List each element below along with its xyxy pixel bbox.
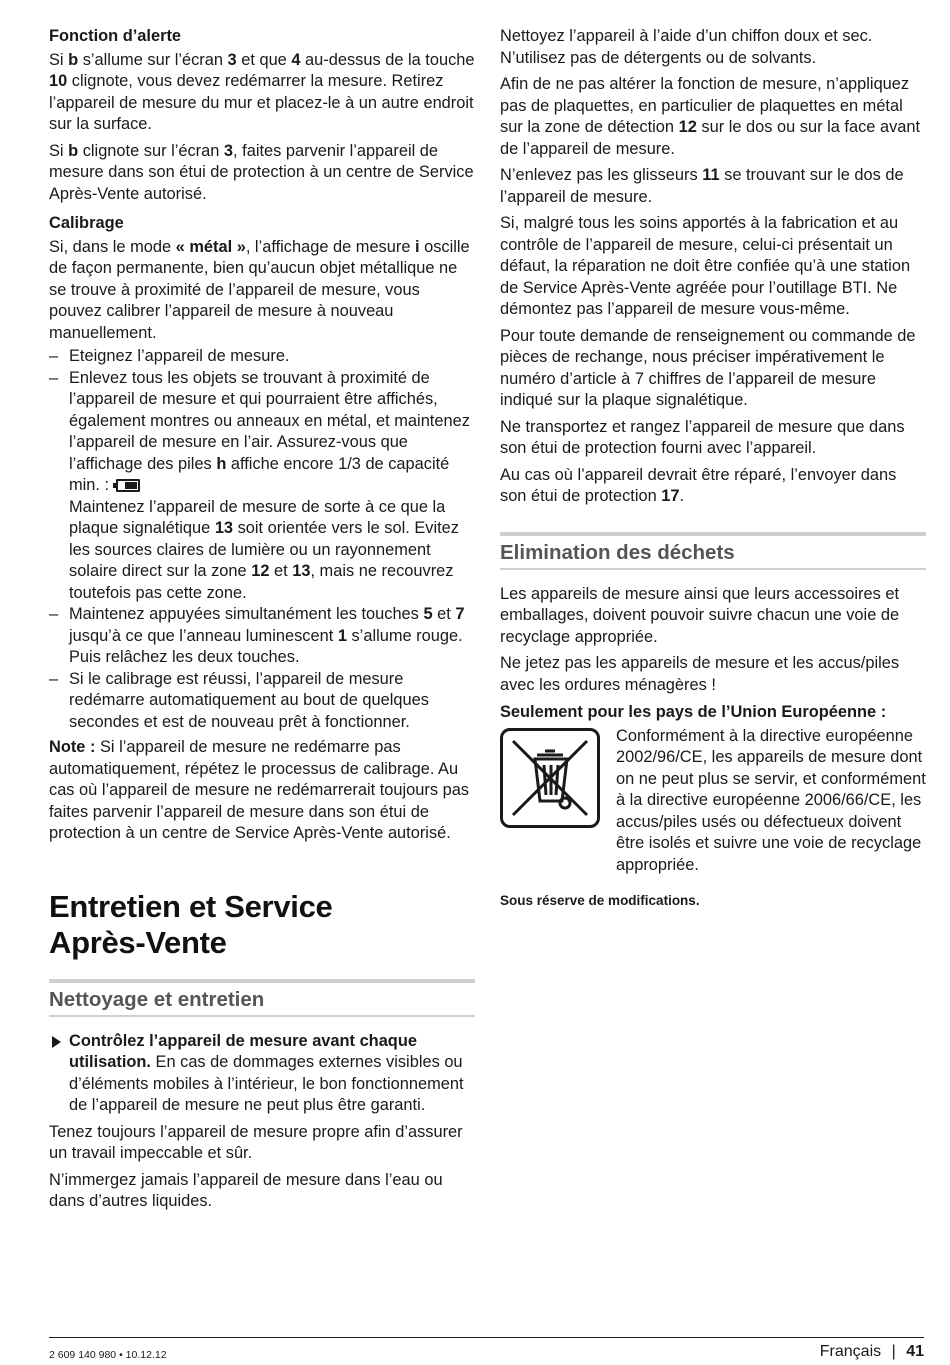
footer-language: Français <box>819 1343 882 1360</box>
battery-one-third-icon <box>116 479 140 492</box>
left-column <box>49 26 475 1218</box>
disposal-paragraph-2: Ne jetez pas les appareils de mesure et les accus/piles avec les ordures ménagères ! <box>500 654 900 694</box>
main-heading: Entretien et Service Après-Vente <box>49 888 333 960</box>
calibration-paragraph: Si, dans le mode « métal », l’affichage de mesure i oscille de façon permanente, bien qu’aucun objet métallique ne se trouve à proximité de l’appareil de mesure, vous pouvez calibrer l’appareil de mesure à nouveau manuellement. <box>49 237 470 342</box>
right-paragraph-7: Au cas où l’appareil devrait être réparé, l’envoyer dans son étui de protection 17. <box>500 465 897 505</box>
footer-page-info <box>820 1343 924 1361</box>
calibration-steps <box>49 346 475 733</box>
alert-paragraph-1: Si b s’allume sur l’écran 3 et que 4 au-dessus de la touche 10 clignote, vous devez redémarrer la mesure. Retirez l’appareil de mesure du mur et placez-le à un autre endroit sur la surface. <box>49 50 475 133</box>
section-heading-disposal: Elimination des déchets <box>500 532 926 570</box>
calibration-heading: Calibrage <box>49 214 124 232</box>
calibration-step-3: – Maintenez appuyées simultanément les touches 5 et 7 jusqu’à ce que l’anneau luminescent 1 s’allume rouge. Puis relâchez les deux touches. <box>49 604 475 669</box>
reserve-note: Sous réserve de modifications. <box>500 893 700 908</box>
right-paragraph-5: Pour toute demande de renseignement ou commande de pièces de rechange, nous préciser impérativement le numéro d’article à 7 chiffres de l’appareil de mesure indiqué sur la plaque signalétique. <box>500 326 916 409</box>
water-paragraph: N’immergez jamais l’appareil de mesure dans l’eau ou dans d’autres liquides. <box>49 1170 443 1210</box>
warning-item: Contrôlez l’appareil de mesure avant chaque utilisation. En cas de dommages externes visibles ou d’éléments mobiles à l’intérieur, le bon fonctionnement de l’appareil de mesure ne peut plus être garanti. <box>49 1031 475 1117</box>
alert-heading: Fonction d’alerte <box>49 27 182 45</box>
right-paragraph-6: Ne transportez et rangez l’appareil de mesure que dans son étui de protection fourni avec l’appareil. <box>500 417 905 457</box>
right-paragraph-4: Si, malgré tous les soins apportés à la fabrication et au contrôle de l’appareil de mesure, celui-ci présentait un défaut, la réparation ne doit être confiée qu’à une station de Service Après-Vente agréée pour l’outillage BTI. Ne démontez pas l’appareil de mesure vous-même. <box>500 214 911 318</box>
section-heading-cleaning: Nettoyage et entretien <box>49 979 475 1017</box>
disposal-paragraph-1: Les appareils de mesure ainsi que leurs accessoires et emballages, doivent pouvoir suivre chacun une voie de recyclage appropriée. <box>500 584 900 646</box>
calibration-step-4: – Si le calibrage est réussi, l’appareil de mesure redémarre automatiquement au bout de quelques secondes et est de nouveau prêt à fonctionner. <box>49 669 475 734</box>
crossed-out-wheelie-bin-icon <box>500 728 600 828</box>
weee-block <box>500 726 926 877</box>
footer-doc-id: 2 609 140 980 • 10.12.12 <box>49 1349 167 1361</box>
alert-paragraph-2: Si b clignote sur l’écran 3, faites parvenir l’appareil de mesure dans son étui de protection à un centre de Service Après-Vente autorisé. <box>49 141 474 203</box>
footer-rule <box>49 1337 924 1338</box>
right-paragraph-3: N’enlevez pas les glisseurs 11 se trouvant sur le dos de l’appareil de mesure. <box>500 166 904 206</box>
triangle-right-icon <box>52 1036 61 1048</box>
right-paragraph-2: Afin de ne pas altérer la fonction de mesure, n’appliquez pas de plaquettes, en particulier de plaquettes en métal sur la zone de détection 12 sur le dos ou sur la face avant de l’appareil de mesure. <box>500 75 921 158</box>
right-paragraph-1: Nettoyez l’appareil à l’aide d’un chiffon doux et sec. N’utilisez pas de détergents ou de solvants. <box>500 27 873 67</box>
footer-separator: | <box>891 1343 896 1360</box>
clean-paragraph: Tenez toujours l’appareil de mesure propre afin d’assurer un travail impeccable et sûr. <box>49 1122 463 1162</box>
eu-heading: Seulement pour les pays de l’Union Européenne : <box>500 703 887 721</box>
weee-text: Conformément à la directive européenne 2002/96/CE, les appareils de mesure dont on ne peut plus se servir, et conformément à la directive européenne 2006/66/CE, les accus/piles usés ou défectueux doivent être isolés et suivre une voie de recyclage appropriée. <box>616 726 926 874</box>
right-column <box>500 26 926 912</box>
calibration-step-2: – Enlevez tous les objets se trouvant à proximité de l’appareil de mesure et qui pourraient être affichés, également montres ou anneaux en métal, et maintenez l’appareil de mesure en l’air. Assurez-vous que l’affichage des piles h affiche encore 1/3 de capacité min. : Maintenez l’appareil de mesure de sorte à ce que la plaque signalétique 13 soit orientée vers le sol. Evitez les sources claires de lumière ou un rayonnement solaire direct sur la zone 12 et 13, mais ne recouvrez toutefois pas cette zone. <box>49 368 475 605</box>
calibration-step-1: – Eteignez l’appareil de mesure. <box>49 346 475 368</box>
note-paragraph: Note : Si l’appareil de mesure ne redémarre pas automatiquement, répétez le processus de calibrage. Au cas où l’appareil de mesure ne redémarrerait toujours pas faites parvenir l’appareil de mesure dans son étui de protection à un centre de Service Après-Vente autorisé. <box>49 738 470 842</box>
page-number: 41 <box>906 1343 924 1360</box>
